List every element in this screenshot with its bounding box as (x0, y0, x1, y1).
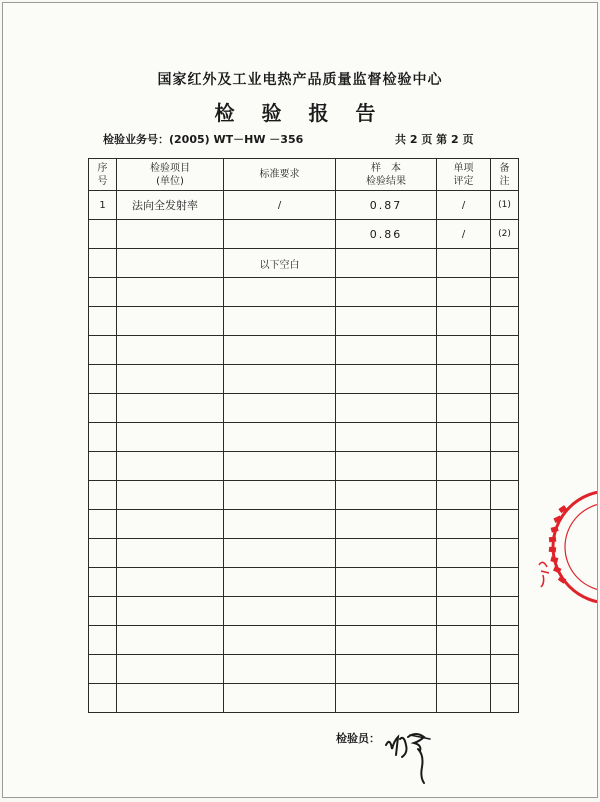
cell-result (336, 539, 437, 568)
table-row (89, 510, 519, 539)
cell-standard (224, 568, 336, 597)
report-page (2, 2, 598, 798)
cell-remark (491, 249, 519, 278)
cell-seq (89, 684, 117, 713)
cell-result (336, 510, 437, 539)
table-row (89, 568, 519, 597)
cell-remark: (2) (491, 220, 519, 249)
cell-seq (89, 539, 117, 568)
cell-standard (224, 220, 336, 249)
cell-seq (89, 568, 117, 597)
table-row (89, 220, 519, 249)
cell-judgment (437, 394, 491, 423)
cell-seq (89, 626, 117, 655)
cell-remark (491, 307, 519, 336)
table-header-row (89, 159, 519, 191)
cell-remark (491, 684, 519, 713)
header-line: 样 本 (371, 162, 401, 174)
cell-result (336, 655, 437, 684)
cell-item (117, 684, 224, 713)
header-line: 检验项目 (150, 162, 190, 174)
cell-standard (224, 684, 336, 713)
cell-judgment (437, 568, 491, 597)
table-row (89, 684, 519, 713)
cell-standard (224, 452, 336, 481)
cell-standard: 以下空白 (224, 249, 336, 278)
cell-result (336, 452, 437, 481)
header-result (336, 159, 437, 191)
cell-remark (491, 568, 519, 597)
cell-remark (491, 423, 519, 452)
header-standard: 标准要求 (224, 159, 336, 191)
header-line: 评定 (453, 175, 474, 187)
red-seal-stamp (529, 491, 598, 603)
header-line: 序 (97, 162, 108, 174)
table-row (89, 191, 519, 220)
business-number (103, 131, 303, 147)
cell-item (117, 452, 224, 481)
header-seq (89, 159, 117, 191)
table-row (89, 365, 519, 394)
cell-judgment (437, 510, 491, 539)
cell-result: 0.86 (336, 220, 437, 249)
cell-standard (224, 510, 336, 539)
cell-remark (491, 655, 519, 684)
table-row (89, 307, 519, 336)
cell-result (336, 423, 437, 452)
cell-standard (224, 597, 336, 626)
cell-judgment (437, 365, 491, 394)
cell-judgment (437, 684, 491, 713)
cell-judgment (437, 249, 491, 278)
cell-judgment (437, 452, 491, 481)
cell-remark (491, 626, 519, 655)
cell-standard (224, 626, 336, 655)
header-line: 备 (499, 162, 510, 174)
cell-result (336, 336, 437, 365)
table-body (89, 191, 519, 713)
cell-item (117, 307, 224, 336)
table-row (89, 597, 519, 626)
cell-item (117, 655, 224, 684)
cell-standard (224, 307, 336, 336)
cell-item (117, 626, 224, 655)
cell-judgment: / (437, 220, 491, 249)
table-row (89, 394, 519, 423)
cell-seq (89, 481, 117, 510)
cell-result (336, 394, 437, 423)
header-judgment (437, 159, 491, 191)
cell-remark (491, 539, 519, 568)
cell-judgment (437, 423, 491, 452)
cell-result (336, 597, 437, 626)
business-number-value: (2005) WT－HW －356 (169, 133, 304, 146)
cell-result (336, 249, 437, 278)
cell-judgment (437, 307, 491, 336)
cell-judgment (437, 539, 491, 568)
cell-standard (224, 365, 336, 394)
cell-judgment (437, 597, 491, 626)
cell-judgment (437, 481, 491, 510)
header-line: 注 (499, 175, 510, 187)
cell-seq (89, 452, 117, 481)
cell-judgment (437, 655, 491, 684)
cell-remark (491, 394, 519, 423)
cell-judgment (437, 626, 491, 655)
cell-item (117, 423, 224, 452)
cell-result (336, 365, 437, 394)
cell-item (117, 539, 224, 568)
header-line: (单位) (156, 175, 184, 187)
cell-item (117, 278, 224, 307)
cell-remark (491, 336, 519, 365)
cell-judgment: / (437, 191, 491, 220)
cell-item (117, 597, 224, 626)
cell-remark (491, 365, 519, 394)
cell-seq (89, 394, 117, 423)
cell-seq (89, 336, 117, 365)
cell-item (117, 481, 224, 510)
table-row (89, 539, 519, 568)
cell-result (336, 307, 437, 336)
header-remark (491, 159, 519, 191)
cell-item (117, 510, 224, 539)
cell-seq (89, 597, 117, 626)
cell-standard (224, 539, 336, 568)
header-item (117, 159, 224, 191)
cell-result (336, 684, 437, 713)
cell-remark (491, 278, 519, 307)
cell-standard (224, 394, 336, 423)
cell-result: 0.87 (336, 191, 437, 220)
organization-name: 国家红外及工业电热产品质量监督检验中心 (157, 72, 443, 88)
cell-standard (224, 278, 336, 307)
cell-item: 法向全发射率 (117, 191, 224, 220)
table-row (89, 278, 519, 307)
cell-seq (89, 307, 117, 336)
header-line: 号 (97, 175, 108, 187)
table-row (89, 452, 519, 481)
inspector-signature (380, 715, 450, 785)
cell-result (336, 568, 437, 597)
header-line: 检验结果 (366, 175, 406, 187)
cell-remark (491, 597, 519, 626)
cell-seq (89, 278, 117, 307)
cell-item (117, 394, 224, 423)
cell-seq (89, 510, 117, 539)
cell-seq (89, 220, 117, 249)
table-row (89, 481, 519, 510)
cell-standard (224, 655, 336, 684)
cell-judgment (437, 336, 491, 365)
cell-result (336, 481, 437, 510)
cell-item (117, 249, 224, 278)
cell-result (336, 278, 437, 307)
cell-seq (89, 365, 117, 394)
inspector-label: 检验员： (336, 732, 380, 745)
cell-seq (89, 655, 117, 684)
cell-remark (491, 510, 519, 539)
table-row (89, 655, 519, 684)
cell-item (117, 220, 224, 249)
header-line: 单项 (453, 162, 474, 174)
table-row (89, 249, 519, 278)
cell-seq (89, 249, 117, 278)
results-table (88, 158, 519, 713)
cell-item (117, 365, 224, 394)
cell-item (117, 336, 224, 365)
cell-remark: (1) (491, 191, 519, 220)
cell-standard (224, 336, 336, 365)
table-row (89, 626, 519, 655)
cell-standard (224, 423, 336, 452)
page-count: 共 2 页 第 2 页 (395, 133, 474, 146)
cell-result (336, 626, 437, 655)
cell-judgment (437, 278, 491, 307)
report-title: 检 验 报 告 (214, 101, 386, 125)
table-row (89, 336, 519, 365)
cell-seq: 1 (89, 191, 117, 220)
cell-standard (224, 481, 336, 510)
cell-remark (491, 452, 519, 481)
cell-remark (491, 481, 519, 510)
cell-seq (89, 423, 117, 452)
cell-item (117, 568, 224, 597)
business-number-label: 检验业务号： (103, 133, 169, 146)
cell-standard: / (224, 191, 336, 220)
table-row (89, 423, 519, 452)
